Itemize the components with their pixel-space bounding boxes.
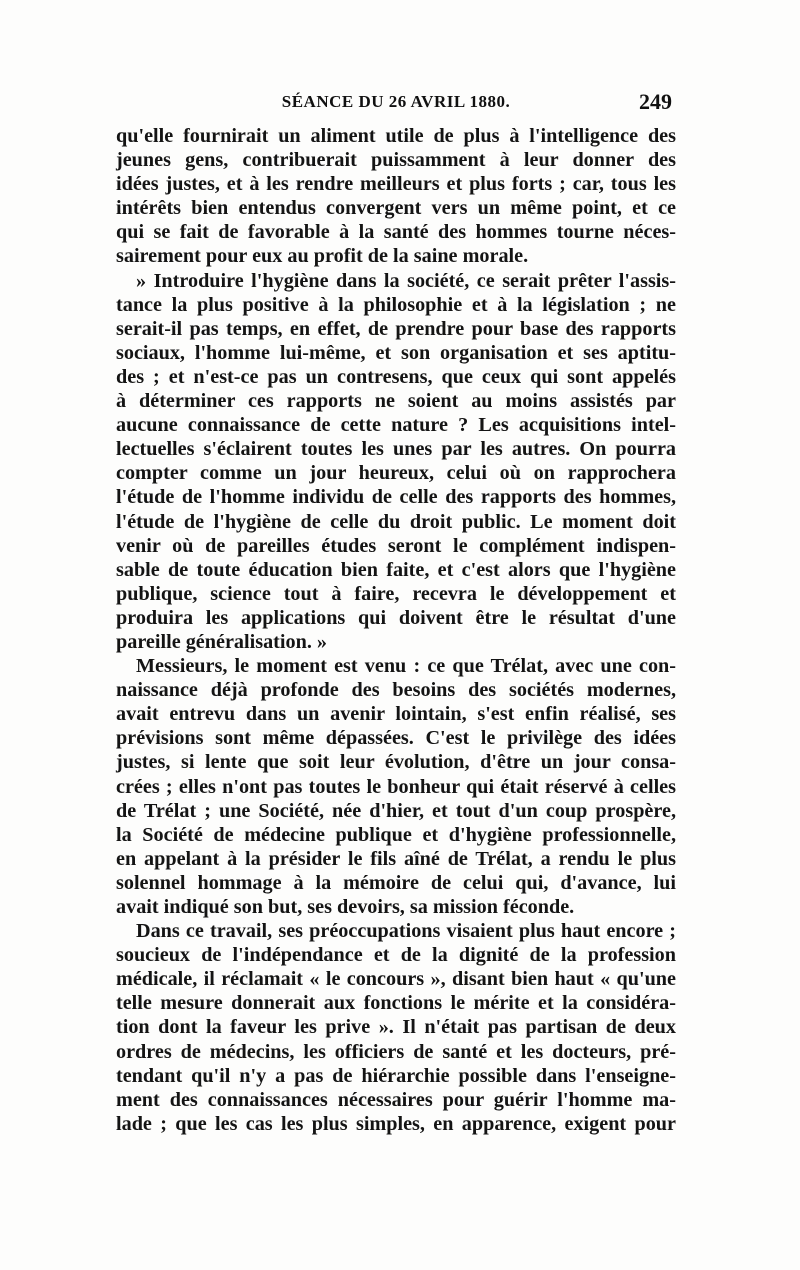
text-line: pareille généralisation. » — [116, 630, 328, 653]
text-line: sable de toute éducation bien faite, et c'est alors que l'hygiène — [116, 558, 676, 581]
text-line: jeunes gens, contribuerait puissamment à leur donner des — [116, 149, 676, 172]
text-line: avait entrevu dans un avenir lointain, s'est enfin réalisé, ses — [116, 703, 676, 726]
text-line: avait indiqué son but, ses devoirs, sa mission féconde. — [116, 896, 575, 918]
text-line: la Société de médecine publique et d'hygiène professionnelle, — [116, 823, 676, 846]
text-line: crées ; elles n'ont pas toutes le bonheur qui était réservé à celles — [116, 775, 676, 798]
text-line: publique, science tout à faire, recevra le développement et — [116, 582, 676, 605]
text-line: qu'elle fournirait un aliment utile de plus à l'intelligence des — [116, 125, 676, 147]
text-line: Messieurs, le moment est venu : ce que Trélat, avec une con- — [136, 655, 676, 678]
text-line-split: qui se fait de favorable à la santé des hommes tourne néces- — [116, 221, 676, 244]
text-line: médicale, il réclamait « le concours », disant bien haut « qu'une — [116, 968, 676, 991]
text-line: justes, si lente que soit leur évolution, d'être un jour consa- — [116, 751, 676, 774]
text-line: idées justes, et à les rendre meilleurs et plus forts ; car, tous les — [116, 173, 676, 196]
text-line: tance la plus positive à la philosophie et à la législation ; ne — [116, 293, 676, 316]
text-line: lade ; que les cas les plus simples, en apparence, exigent pour — [116, 1112, 676, 1135]
text-line: lectuelles s'éclairent toutes les unes par les autres. On pourra — [116, 438, 676, 461]
text-line: prévisions sont même dépassées. C'est le privilège des idées — [116, 727, 676, 750]
running-head — [116, 89, 676, 120]
running-head-title: SÉANCE DU 26 AVRIL 1880. — [281, 92, 511, 111]
text-line: » Introduire l'hygiène dans la société, ce serait prêter l'assis- — [136, 269, 676, 292]
text-line: ment des connaissances nécessaires pour guérir l'homme ma- — [116, 1088, 676, 1111]
text-line: produira les applications qui doivent être le résultat d'une — [116, 606, 676, 629]
text-line: l'étude de l'hygiène de celle du droit public. Le moment doit — [116, 510, 676, 533]
text-line: tendant qu'il n'y a pas de hiérarchie possible dans l'enseigne- — [116, 1064, 676, 1087]
text-line-split-end: sairement pour eux au profit de la saine morale. — [116, 245, 529, 268]
text-line: sociaux, l'homme lui-même, et son organisation et ses aptitu- — [116, 341, 676, 364]
text-line: compter comme un jour heureux, celui où on rapprochera — [116, 462, 676, 485]
text-line: en appelant à la présider le fils aîné de Trélat, a rendu le plus — [116, 847, 676, 870]
page-number: 249 — [639, 89, 672, 114]
text-line: serait-il pas temps, en effet, de prendre pour base des rapports — [116, 317, 676, 340]
text-line: solennel hommage à la mémoire de celui qui, d'avance, lui — [116, 871, 676, 894]
body-text — [116, 124, 676, 1136]
text-line: venir où de pareilles études seront le complément indispen- — [116, 534, 676, 557]
text-line: tion dont la faveur les prive ». Il n'était pas partisan de deux — [116, 1016, 676, 1039]
text-line: à déterminer ces rapports ne soient au moins assistés par — [116, 390, 676, 413]
text-line: aucune connaissance de cette nature ? Les acquisitions intel- — [116, 414, 676, 437]
text-line: soucieux de l'indépendance et de la dignité de la profession — [116, 944, 676, 967]
text-line: Dans ce travail, ses préoccupations visaient plus haut encore ; — [136, 920, 676, 943]
text-line: de Trélat ; une Société, née d'hier, et tout d'un coup prospère, — [116, 799, 676, 822]
text-line: naissance déjà profonde des besoins des sociétés modernes, — [116, 679, 676, 702]
text-line: des ; et n'est-ce pas un contresens, que ceux qui sont appelés — [116, 365, 676, 388]
text-line: intérêts bien entendus convergent vers un même point, et ce — [116, 197, 676, 220]
text-line: l'étude de l'homme individu de celle des rapports des hommes, — [116, 486, 676, 509]
text-line: ordres de médecins, les officiers de santé et les docteurs, pré- — [116, 1040, 676, 1063]
text-line: telle mesure donnerait aux fonctions le mérite et la considéra- — [116, 992, 676, 1015]
